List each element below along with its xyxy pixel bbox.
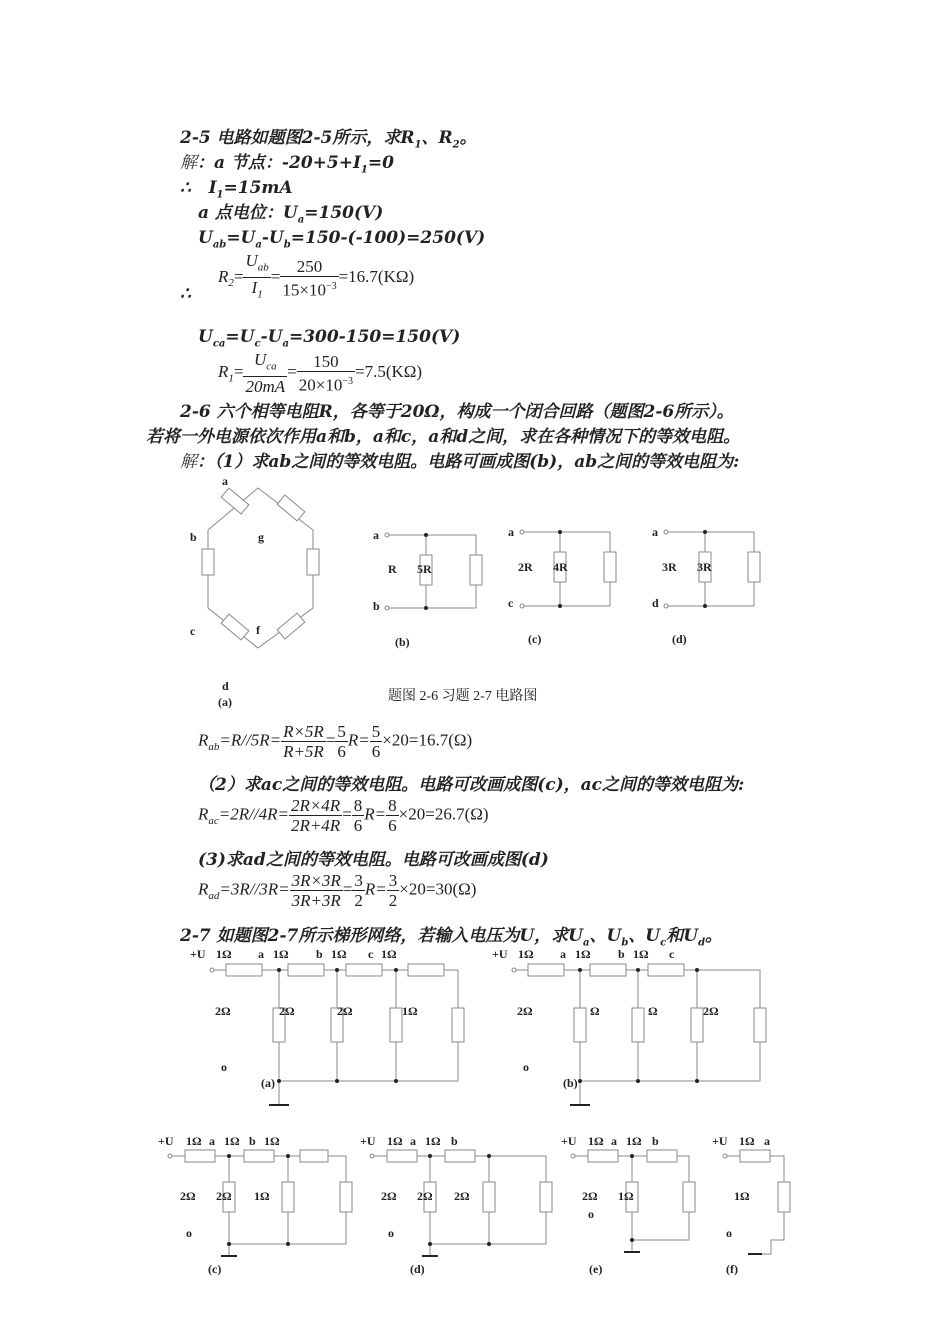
le-o: o bbox=[588, 1207, 594, 1221]
la-2ohm-2: 2Ω bbox=[337, 1004, 353, 1018]
ld-a: a bbox=[410, 1134, 416, 1148]
lb-2ohm-3: 2Ω bbox=[703, 1004, 719, 1018]
sublabel-27d: (d) bbox=[410, 1262, 425, 1276]
circuit-b bbox=[385, 533, 482, 610]
ladder-c bbox=[168, 1150, 352, 1256]
le-r2: 1Ω bbox=[626, 1134, 642, 1148]
la-r2: 1Ω bbox=[273, 947, 289, 961]
ld-2ohm-src: 2Ω bbox=[381, 1189, 397, 1203]
la-r3: 1Ω bbox=[331, 947, 347, 961]
lb-2ohm-src: 2Ω bbox=[517, 1004, 533, 1018]
lb-r3: 1Ω bbox=[633, 947, 649, 961]
solution-line-1: 解：a 节点：$-20+5+I_1=0$ bbox=[180, 153, 394, 176]
lc-b: b bbox=[249, 1134, 256, 1148]
lc-a: a bbox=[209, 1134, 215, 1148]
lb-b: b bbox=[618, 947, 625, 961]
solution-line-4: $U_{ab}=U_a-U_b=150-(-100)=250(V)$ bbox=[198, 228, 486, 251]
figure-caption: 题图 2-6 习题 2-7 电路图 bbox=[388, 689, 538, 704]
la-plusU: +U bbox=[190, 947, 206, 961]
problem-2-6-title: 2-6 六个相等电阻R，各等于20Ω，构成一个闭合回路（题图2-6所示）。 bbox=[180, 402, 734, 422]
sublabel-d: (d) bbox=[672, 632, 687, 646]
ladder-d bbox=[370, 1150, 552, 1256]
lb-plusU: +U bbox=[492, 947, 508, 961]
ladder-b bbox=[512, 964, 766, 1105]
equation-rac: $R_{ac}=2R//4R=$ $\frac{2R\times 4R}{2R+4R}$ = $\frac{8}{6}$ R= $\frac{8}{6}$ ×20=26.7(Ω) bbox=[198, 796, 489, 835]
sublabel-a: (a) bbox=[218, 695, 232, 709]
label-d-d: d bbox=[652, 596, 659, 610]
la-r1: 1Ω bbox=[216, 947, 232, 961]
problem-2-5-title-full: 2-5 电路如题图2-5所示，求$R_1$、$R_2$。 bbox=[180, 128, 477, 151]
problem-2-6-solution-1: 解：（1）求ab之间的等效电阻。电路可画成图(b)，ab之间的等效电阻为: bbox=[180, 452, 740, 472]
label-d: d bbox=[222, 679, 229, 693]
therefore-symbol-2: ∴ bbox=[180, 284, 191, 304]
ld-r2: 1Ω bbox=[425, 1134, 441, 1148]
la-c: c bbox=[368, 947, 374, 961]
lf-o: o bbox=[726, 1226, 732, 1240]
la-r4: 1Ω bbox=[381, 947, 397, 961]
lc-plusU: +U bbox=[158, 1134, 174, 1148]
ladder-a bbox=[210, 964, 464, 1105]
label-c-a: a bbox=[508, 525, 514, 539]
lf-a: a bbox=[764, 1134, 770, 1148]
lb-r1: 1Ω bbox=[518, 947, 534, 961]
label-b-5R: 5R bbox=[417, 562, 432, 576]
label-d-a: a bbox=[652, 525, 658, 539]
label-d-3R-left: 3R bbox=[662, 560, 677, 574]
la-2ohm-1: 2Ω bbox=[279, 1004, 295, 1018]
lc-r3: 1Ω bbox=[264, 1134, 280, 1148]
ld-o: o bbox=[388, 1226, 394, 1240]
label-c-c: c bbox=[508, 596, 514, 610]
lf-r1: 1Ω bbox=[739, 1134, 755, 1148]
ld-plusU: +U bbox=[360, 1134, 376, 1148]
circuit-d bbox=[664, 530, 760, 608]
la-2ohm-src: 2Ω bbox=[215, 1004, 231, 1018]
label-b-R: R bbox=[388, 562, 397, 576]
le-b: b bbox=[652, 1134, 659, 1148]
le-plusU: +U bbox=[561, 1134, 577, 1148]
lc-r1: 1Ω bbox=[186, 1134, 202, 1148]
lc-1ohm: 1Ω bbox=[254, 1189, 270, 1203]
problem-2-6-line2: 若将一外电源依次作用a和b，a和c，a和d之间，求在各种情况下的等效电阻。 bbox=[146, 427, 741, 447]
le-1ohm: 1Ω bbox=[618, 1189, 634, 1203]
sublabel-c: (c) bbox=[528, 632, 542, 646]
lb-r2: 1Ω bbox=[575, 947, 591, 961]
lb-ohm-1: Ω bbox=[590, 1004, 600, 1018]
lb-a: a bbox=[560, 947, 566, 961]
la-b: b bbox=[316, 947, 323, 961]
equation-r2: $R_2=$ $\frac{U_{ab}}{I_1}$ = $\frac{250}{15\times 10^{-3}}$ =16.7(KΩ) bbox=[218, 251, 415, 301]
label-c: c bbox=[190, 624, 196, 638]
sublabel-27f: (f) bbox=[726, 1262, 738, 1276]
lb-c: c bbox=[669, 947, 675, 961]
solution-line-3: a 点电位：$U_a=150(V)$ bbox=[198, 203, 384, 226]
circuit-c bbox=[520, 530, 616, 608]
ld-2ohm-2: 2Ω bbox=[454, 1189, 470, 1203]
lc-2ohm: 2Ω bbox=[216, 1189, 232, 1203]
label-g: g bbox=[258, 530, 264, 544]
hexagon-circuit-a bbox=[202, 488, 319, 648]
lb-o: o bbox=[523, 1060, 529, 1074]
sublabel-27c: (c) bbox=[208, 1262, 222, 1276]
lf-plusU: +U bbox=[712, 1134, 728, 1148]
ld-2ohm-1: 2Ω bbox=[417, 1189, 433, 1203]
problem-2-6-solution-2: （2）求ac之间的等效电阻。电路可改画成图(c)，ac之间的等效电阻为: bbox=[198, 775, 745, 795]
equation-r1: $R_1=$ $\frac{U_{ca}}{20mA}$ = $\frac{150}{20\times 10^{-3}}$ =7.5(KΩ) bbox=[218, 350, 423, 397]
lc-o: o bbox=[186, 1226, 192, 1240]
label-d-3R-right: 3R bbox=[697, 560, 712, 574]
problem-2-6-solution-3: (3)求ad之间的等效电阻。电路可改画成图(d) bbox=[198, 850, 549, 870]
sublabel-27e: (e) bbox=[589, 1262, 603, 1276]
lc-r2: 1Ω bbox=[224, 1134, 240, 1148]
la-1ohm: 1Ω bbox=[402, 1004, 418, 1018]
label-b: b bbox=[190, 530, 197, 544]
lb-ohm-2: Ω bbox=[648, 1004, 658, 1018]
la-o: o bbox=[221, 1060, 227, 1074]
solution-line-5: $U_{ca}=U_c-U_a=300-150=150(V)$ bbox=[198, 327, 461, 350]
la-a: a bbox=[258, 947, 264, 961]
label-c-4R: 4R bbox=[553, 560, 568, 574]
lc-2ohm-src: 2Ω bbox=[180, 1189, 196, 1203]
label-a: a bbox=[222, 474, 228, 488]
lf-1ohm: 1Ω bbox=[734, 1189, 750, 1203]
le-r1: 1Ω bbox=[588, 1134, 604, 1148]
ld-b: b bbox=[451, 1134, 458, 1148]
le-2ohm-src: 2Ω bbox=[582, 1189, 598, 1203]
sublabel-b: (b) bbox=[395, 635, 410, 649]
sublabel-27a: (a) bbox=[261, 1076, 275, 1090]
equation-rab: $R_{ab}=R//5R=$ $\frac{R\times 5R}{R+5R}$ = $\frac{5}{6}$ R= $\frac{5}{6}$ ×20=16.7(Ω) bbox=[198, 722, 473, 761]
solution-line-2: ∴ $I_1=15mA$ bbox=[180, 178, 293, 201]
problem-2-7-title: 2-7 如题图2-7所示梯形网络，若输入电压为U，求$U_a$、$U_b$、$U_c$和$U_d$。 bbox=[180, 926, 723, 949]
equation-rad: $R_{ad}=3R//3R=$ $\frac{3R\times 3R}{3R+3R}$ = $\frac{3}{2}$ R= $\frac{3}{2}$ ×20=30(Ω) bbox=[198, 871, 477, 910]
label-f: f bbox=[256, 623, 260, 637]
sublabel-27b: (b) bbox=[563, 1076, 578, 1090]
label-c-2R: 2R bbox=[518, 560, 533, 574]
label-b-b: b bbox=[373, 599, 380, 613]
ld-r1: 1Ω bbox=[387, 1134, 403, 1148]
label-b-a: a bbox=[373, 528, 379, 542]
le-a: a bbox=[611, 1134, 617, 1148]
